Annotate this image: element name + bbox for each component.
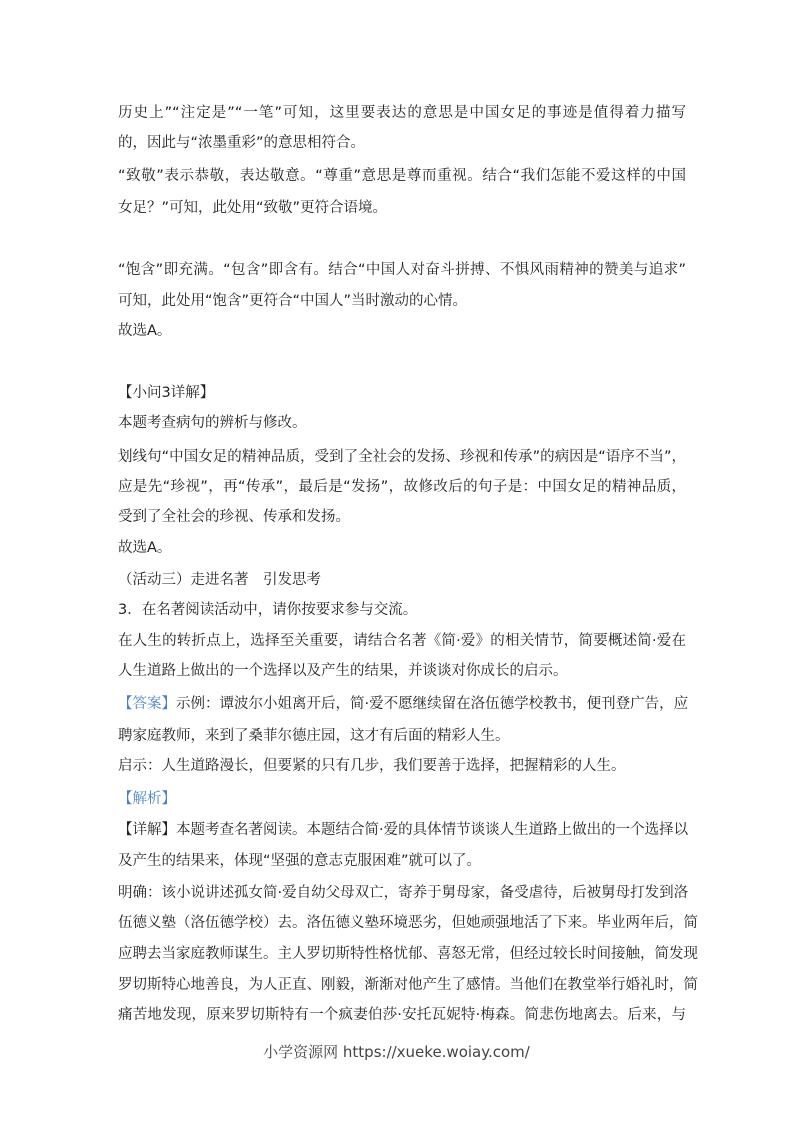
text-line: 可知，此处用“饱含”更符合“中国人”当时激动的心情。	[118, 293, 468, 309]
question-title: 3．在名著阅读活动中，请你按要求参与交流。	[118, 602, 418, 618]
text-line: 应聘去当家庭教师谋生。主人罗切斯特性格忧郁、喜怒无常，但经过较长时间接触，简发现	[118, 946, 698, 962]
text-line: 罗切斯特心地善良，为人正直、刚毅，渐渐对他产生了感情。当他们在教堂举行婚礼时，简	[118, 977, 698, 993]
text-line: 启示：人生道路漫长，但要紧的只有几步，我们要善于选择，把握精彩的人生。	[118, 758, 626, 774]
text-line: 及产生的结果来，体现“坚强的意志克服困难”就可以了。	[118, 853, 482, 869]
text-line: 的，因此与“浓墨重彩”的意思相符合。	[118, 135, 366, 151]
answer-tag: 【答案】	[118, 696, 176, 712]
text-line: 在人生的转折点上，选择至关重要，请结合名著《简·爱》的相关情节，简要概述简·爱在	[118, 633, 686, 649]
answer-text: 示例：谭波尔小姐离开后，简·爱不愿继续留在洛伍德学校教书，便刊登广告，应	[176, 696, 689, 712]
text-line: 应是先“珍视”，再“传承”，最后是“发扬”，故修改后的句子是：中国女足的精神品质，	[118, 479, 686, 495]
analysis-tag: 【解析】	[118, 791, 176, 807]
text-line: 故选A。	[118, 323, 172, 339]
text-line: 女足？”可知，此处用“致敬”更符合语境。	[118, 200, 388, 216]
text-line: 伍德义塾（洛伍德学校）去。洛伍德义塾环境恶劣，但她顽强地活了下来。毕业两年后，简	[118, 915, 698, 931]
text-line: 痛苦地发现，原来罗切斯特有一个疯妻伯莎·安托瓦妮特·梅森。简悲伤地离去。后来，与	[118, 1007, 686, 1023]
text-line: 划线句“中国女足的精神品质，受到了全社会的发扬、珍视和传承”的病因是“语序不当”，	[118, 449, 686, 465]
text-line: 受到了全社会的珍视、传承和发扬。	[118, 509, 350, 525]
text-line: 故选A。	[118, 540, 172, 556]
text-line: 【详解】本题考查名著阅读。本题结合简·爱的具体情节谈谈人生道路上做出的一个选择以	[118, 822, 689, 838]
text-line: 明确：该小说讲述孤女简·爱自幼父母双亡，寄养于舅母家，备受虐待，后被舅母打发到洛	[118, 885, 689, 901]
text-line: “饱含”即充满。“包含”即含有。结合“中国人对奋斗拼搏、不惧风雨精神的赞美与追求”	[118, 262, 686, 278]
text-line: “致敬”表示恭敬，表达敬意。“尊重”意思是尊而重视。结合“我们怎能不爱这样的中国	[118, 168, 686, 184]
section-heading: 【小问3详解】	[118, 385, 215, 401]
footer-watermark: 小学资源网 https://xueke.woiay.com/	[263, 1043, 530, 1061]
text-line: 本题考查病句的辨析与修改。	[118, 415, 307, 431]
text-line: 人生道路上做出的一个选择以及产生的结果，并谈谈对你成长的启示。	[118, 663, 568, 679]
activity-heading: （活动三）走进名著 引发思考	[118, 572, 321, 588]
text-line: 聘家庭教师，来到了桑菲尔德庄园，这才有后面的精彩人生。	[118, 728, 510, 744]
text-line: 历史上”“注定是”“一笔”可知，这里要表达的意思是中国女足的事迹是值得着力描写	[118, 105, 686, 121]
answer-line	[118, 694, 689, 714]
